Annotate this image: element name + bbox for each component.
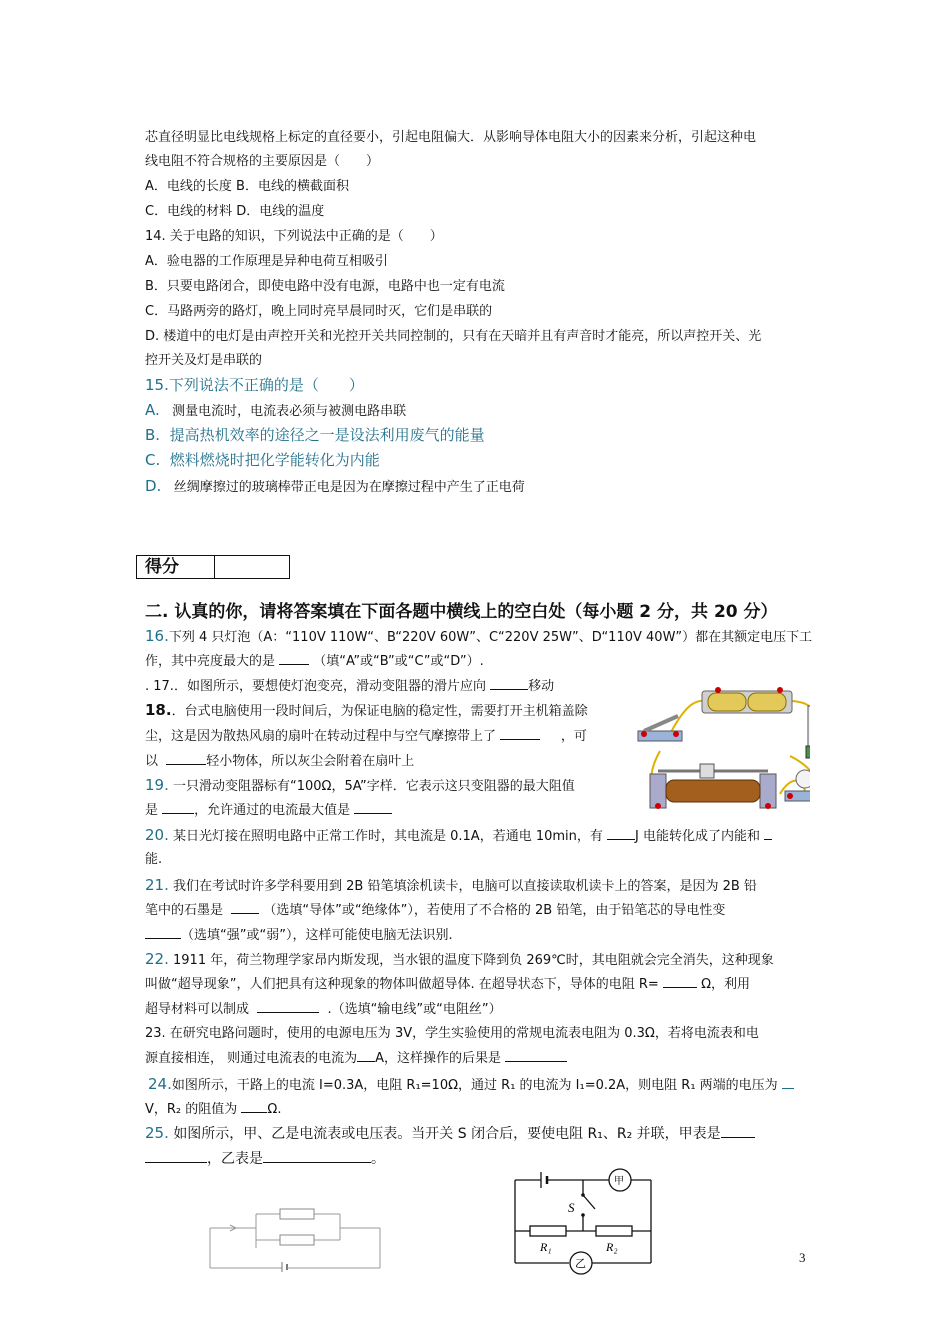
q22-line2 <box>145 975 750 994</box>
switch-component <box>638 716 682 741</box>
q14-option-c: C．马路两旁的路灯，晚上同时亮早晨同时灭，它们是串联的 <box>145 304 493 319</box>
q22-answer-blank-1[interactable] <box>663 975 697 988</box>
q17-answer-blank[interactable] <box>490 677 528 690</box>
q15-option-d <box>145 477 525 497</box>
q20-text1a: 某日光灯接在照明电路中正常工作时，其电流是 0.1A，若通电 10min，有 <box>173 829 603 844</box>
score-label: 得分 <box>137 556 215 578</box>
q23-line2 <box>145 1049 567 1068</box>
q25-number: 25. <box>145 1124 169 1142</box>
q19-answer-blank-2[interactable] <box>354 801 392 814</box>
score-cell[interactable] <box>215 556 289 578</box>
q24-circuit-figure <box>208 1200 383 1272</box>
q13-line1: 芯直径明显比电线规格上标定的直径要小，引起电阻偏大．从影响导体电阻大小的因素来分析，引起这种电 <box>145 130 757 145</box>
q21-line1 <box>145 876 757 896</box>
q21-text1: 我们在考试时许多学科要用到 2B 铅笔填涂机读卡，电脑可以直接读取机读卡上的答案，是因为 2B 铅 <box>173 879 757 894</box>
q18-text2b: ，可 <box>560 729 587 744</box>
q15-option-a-text: 测量电流时，电流表必须与被测电路串联 <box>172 404 407 419</box>
q16-text2b: （填“A”或“B”或“C”或“D”）. <box>313 654 484 669</box>
q21-text2a: 笔中的石墨是 <box>145 903 224 918</box>
q15-option-d-text: 丝绸摩擦过的玻璃棒带正电是因为在摩擦过程中产生了正电荷 <box>173 480 525 495</box>
q20-answer-blank-1[interactable] <box>607 827 635 840</box>
q13-option-ab: A．电线的长度 B．电线的横截面积 <box>145 179 349 194</box>
q16-answer-blank[interactable] <box>279 652 309 665</box>
meter-component <box>806 706 810 758</box>
q25-circuit-figure <box>505 1165 665 1277</box>
q19-answer-blank-1[interactable] <box>162 801 194 814</box>
q18-number: 18. <box>145 701 172 719</box>
q14-option-d-line1: D. 楼道中的电灯是由声控开关和光控开关共同控制的，只有在天暗并且有声音时才能亮，所以声控开关、光 <box>145 329 762 344</box>
q24-number: 24. <box>148 1075 172 1093</box>
q18-text2a: 尘，这是因为散热风扇的扇叶在转动过程中与空气摩擦带上了 <box>145 729 497 744</box>
q20-line1 <box>145 826 772 846</box>
q22-number: 22. <box>145 950 169 968</box>
q23-answer-blank-1[interactable] <box>357 1049 375 1062</box>
q21-line3 <box>145 926 453 945</box>
q25-text1: 如图所示，甲、乙是电流表或电压表。当开关 S 闭合后，要使电阻 R₁、R₂ 并联，甲表是 <box>173 1126 721 1142</box>
q17-apparatus-figure <box>630 676 810 816</box>
section-2-heading: 二. 认真的你，请将答案填在下面各题中横线上的空白处（每小题 2 分，共 20 分） <box>145 602 778 622</box>
label-switch-s: S <box>568 1200 575 1215</box>
q14-stem: 14. 关于电路的知识，下列说法中正确的是（ ） <box>145 229 443 244</box>
q24-text1: 如图所示，干路上的电流 I=0.3A，电阻 R₁=10Ω，通过 R₁ 的电流为 I₁=0.2A，则电阻 R₁ 两端的电压为 <box>171 1078 778 1093</box>
q22-text2b: Ω，利用 <box>701 977 751 992</box>
q18-text3b: 轻小物体，所以灰尘会附着在扇叶上 <box>206 754 415 769</box>
q25-answer-blank-1b[interactable] <box>145 1150 207 1163</box>
q15-option-b <box>145 426 485 444</box>
q25-answer-blank-2[interactable] <box>263 1150 371 1163</box>
q16-text1: 下列 4 只灯泡（A：“110V 110W“、B“220V 60W”、C“220V 25W”、D“110V 40W”）都在其额定电压下工 <box>168 630 813 645</box>
q21-text3: （选填“强”或“弱”），这样可能使电脑无法识别. <box>181 928 453 943</box>
q19-number: 19. <box>145 776 169 794</box>
page-number: 3 <box>799 1250 806 1265</box>
q21-answer-blank-1[interactable] <box>231 901 259 914</box>
q16-text2a: 作，其中亮度最大的是 <box>145 654 276 669</box>
q18-text1: ．台式电脑使用一段时间后，为保证电脑的稳定性，需要打开主机箱盖除 <box>171 704 588 719</box>
q24-answer-blank-2[interactable] <box>241 1100 267 1113</box>
q24-line2 <box>145 1100 282 1119</box>
meter-jia-label: 甲 <box>614 1176 624 1187</box>
bulb-component <box>785 770 810 801</box>
score-box <box>136 555 290 579</box>
q13-option-cd: C．电线的材料 D．电线的温度 <box>145 204 325 219</box>
q22-text3b: .（选填“输电线”或“电阻丝”） <box>327 1002 502 1017</box>
q21-number: 21. <box>145 876 169 894</box>
q22-line1 <box>145 950 774 970</box>
q19-text2a: 是 <box>145 803 159 818</box>
q15-option-c <box>145 451 380 469</box>
q24-text2b: Ω. <box>267 1102 282 1117</box>
q15-option-a-label: A. <box>145 401 160 419</box>
q24-line1 <box>148 1075 794 1095</box>
q20-line2: 能. <box>145 852 163 867</box>
q16-line1 <box>145 627 812 647</box>
label-r2: R₂ <box>606 1240 618 1254</box>
q23-line1: 23. 在研究电路问题时，使用的电源电压为 3V，学生实验使用的常规电流表电阻为 0.3Ω，若将电流表和电 <box>145 1026 759 1041</box>
q21-text2b: （选填“导体”或“绝缘体”），若使用了不合格的 2B 铅笔，由于铅笔芯的导电性变 <box>263 903 726 918</box>
q17-text-b: 移动 <box>528 679 555 694</box>
q22-text2: 叫做“超导现象”，人们把具有这种现象的物体叫做超导体. 在超导状态下，导体的电阻 R= <box>145 977 659 992</box>
q15-option-d-label: D. <box>145 477 162 495</box>
q24-text2a: V，R₂ 的阻值为 <box>145 1102 238 1117</box>
q22-line3 <box>145 1000 502 1019</box>
q21-line2 <box>145 901 725 920</box>
q18-line2 <box>145 727 587 746</box>
q14-option-d-line2: 控开关及灯是串联的 <box>145 353 263 368</box>
q16-line2 <box>145 652 484 671</box>
q24-answer-blank-1[interactable] <box>782 1076 794 1089</box>
q15-option-a <box>145 401 406 421</box>
q25-answer-blank-1a[interactable] <box>721 1125 755 1138</box>
q17-line <box>145 677 554 696</box>
q25-line1 <box>145 1124 755 1143</box>
q15-option-c-label: C. <box>145 451 161 469</box>
q20-number: 20. <box>145 826 169 844</box>
q18-line1 <box>145 701 588 721</box>
q18-line3 <box>145 752 414 771</box>
q15-option-b-text: 提高热机效率的途径之一是设法利用废气的能量 <box>169 426 485 444</box>
q14-option-a: A．验电器的工作原理是异种电荷互相吸引 <box>145 254 388 269</box>
q17-text-a: . 17.．如图所示，要想使灯泡变亮，滑动变阻器的滑片应向 <box>145 679 486 694</box>
q19-text2b: ，允许通过的电流最大值是 <box>194 803 351 818</box>
q15-option-c-text: 燃料燃烧时把化学能转化为内能 <box>169 451 380 469</box>
q14-option-b: B．只要电路闭合，即使电路中没有电源，电路中也一定有电流 <box>145 279 505 294</box>
q23-text2b: A，这样操作的后果是 <box>375 1051 502 1066</box>
q15-stem: 15.下列说法不正确的是（ ） <box>145 376 364 394</box>
q25-text2a: ，乙表是 <box>207 1151 263 1167</box>
q21-answer-blank-2[interactable] <box>145 926 181 939</box>
q23-text2a: 源直接相连， 则通过电流表的电流为 <box>145 1051 358 1066</box>
q20-answer-blank-2[interactable] <box>764 827 772 840</box>
label-r1: R₁ <box>540 1240 552 1254</box>
q18-text3a: 以 <box>145 754 159 769</box>
q23-answer-blank-2[interactable] <box>505 1049 567 1062</box>
q13-line2: 线电阻不符合规格的主要原因是（ ） <box>145 154 380 169</box>
q18-answer-blank-2[interactable] <box>166 752 206 765</box>
q22-answer-blank-2[interactable] <box>257 1000 319 1013</box>
q16-number: 16. <box>145 627 169 645</box>
q25-text2b: 。 <box>371 1151 385 1167</box>
q22-text1: 1911 年，荷兰物理学家昂内斯发现，当水银的温度下降到负 269℃时，其电阻就会完全消失，这种现象 <box>173 953 774 968</box>
rheostat-component <box>650 764 776 809</box>
q15-option-b-label: B. <box>145 426 161 444</box>
q19-line1 <box>145 776 575 796</box>
meter-yi-label: 乙 <box>575 1257 586 1270</box>
q22-text3a: 超导材料可以制成 <box>145 1002 250 1017</box>
q19-text1: 一只滑动变阻器标有“100Ω，5A”字样．它表示这只变阻器的最大阻值 <box>173 779 575 794</box>
q25-line2 <box>145 1150 385 1168</box>
q18-answer-blank-1[interactable] <box>500 727 540 740</box>
q19-line2 <box>145 801 392 820</box>
q20-text1b: J 电能转化成了内能和 <box>635 829 760 844</box>
